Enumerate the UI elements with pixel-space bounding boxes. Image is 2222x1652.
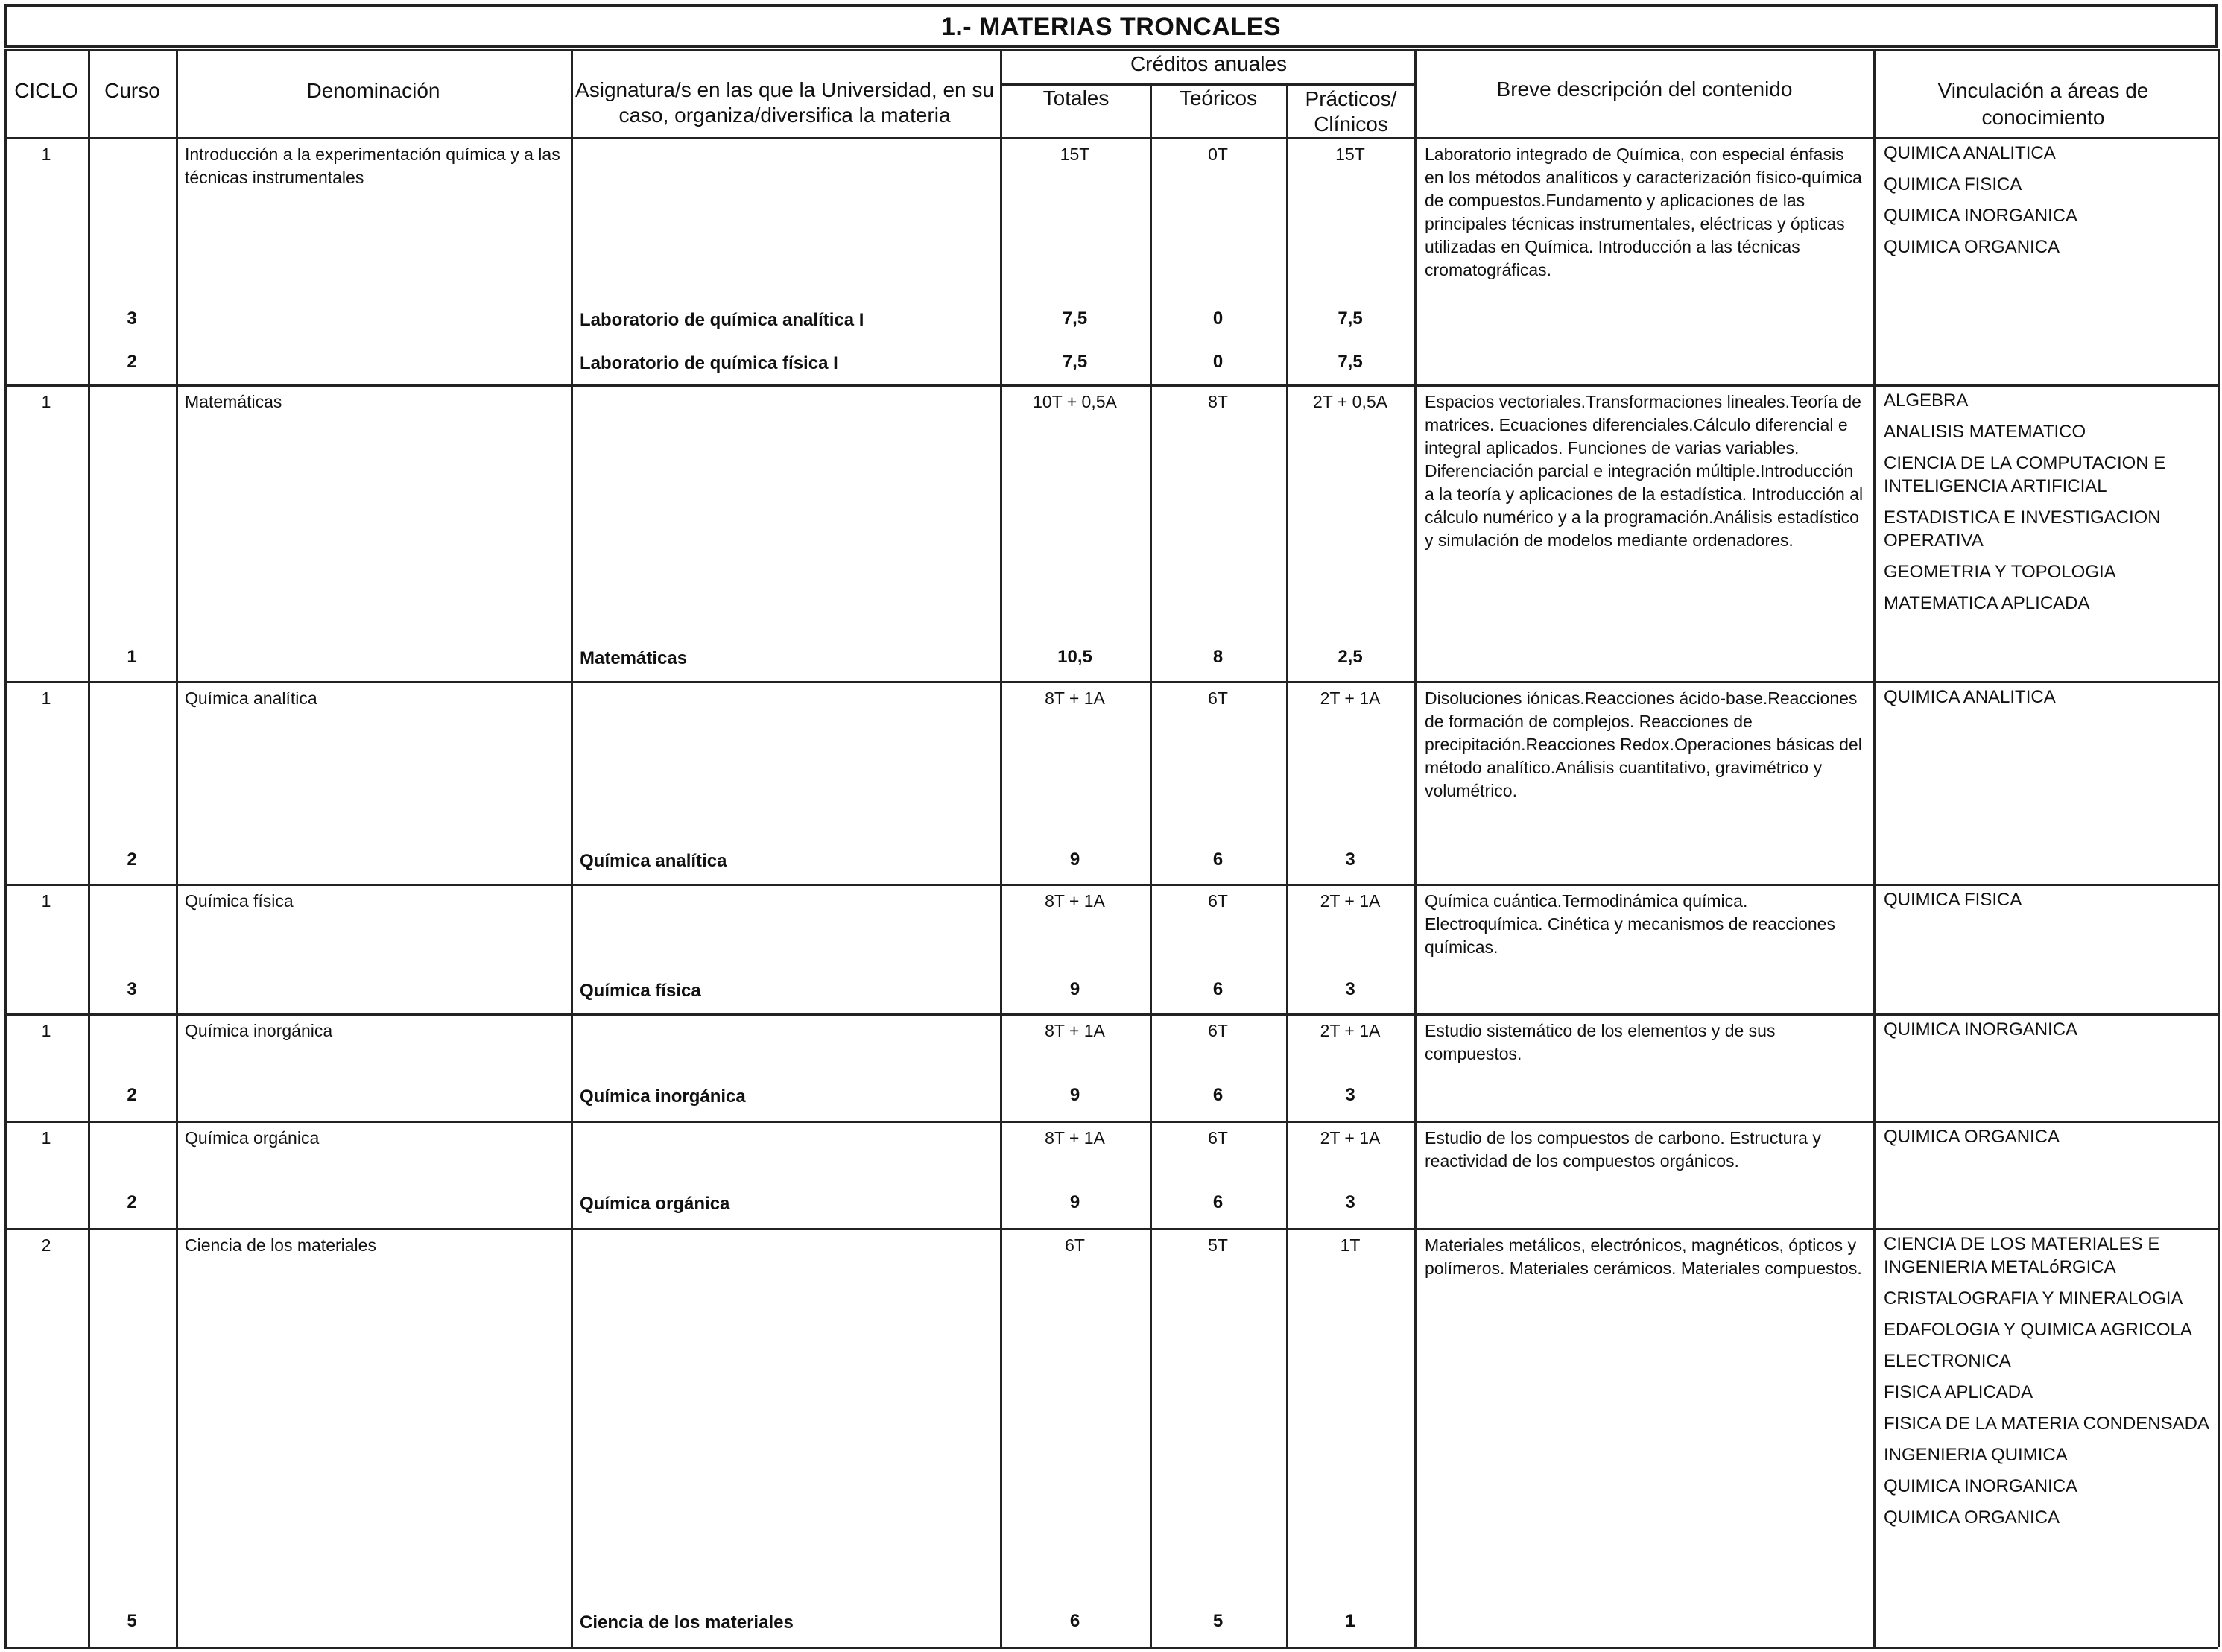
subject-totales: 9 — [1069, 979, 1080, 999]
cell-totales: 8T + 1A — [1045, 891, 1105, 911]
subject-asignatura: Química orgánica — [580, 1194, 730, 1214]
subject-practicos: 3 — [1345, 1085, 1355, 1105]
subject-teoricos: 0 — [1212, 352, 1224, 372]
area-item: QUIMICA FISICA — [1884, 890, 2022, 910]
cell-denominacion: Ciencia de los materiales — [185, 1235, 376, 1255]
cell-totales: 8T + 1A — [1045, 1021, 1105, 1040]
area-item: QUIMICA FISICA — [1884, 174, 2022, 194]
page-title: 1.- MATERIAS TRONCALES — [4, 4, 2218, 48]
subject-teoricos: 8 — [1212, 647, 1224, 667]
column-divider — [1000, 49, 1002, 1647]
cell-totales: 8T + 1A — [1045, 689, 1105, 708]
cell-teoricos: 5T — [1208, 1235, 1228, 1255]
subject-practicos: 3 — [1345, 1192, 1355, 1212]
cell-vinculacion — [1884, 1125, 2213, 1156]
header-vinculacion: Vinculación a áreas de conocimiento — [1937, 79, 2149, 129]
cell-practicos: 2T + 1A — [1320, 891, 1381, 911]
row-divider — [4, 1121, 2218, 1123]
subject-curso: 2 — [127, 849, 137, 870]
subject-asignatura: Química física — [580, 981, 701, 1001]
area-item: QUIMICA INORGANICA — [1884, 1476, 2078, 1496]
subject-asignatura: Laboratorio de química analítica I — [580, 310, 864, 330]
subject-practicos: 3 — [1345, 979, 1355, 999]
header-totales: Totales — [1042, 86, 1110, 110]
cell-ciclo: 1 — [41, 891, 51, 911]
header-denominacion: Denominación — [306, 79, 440, 102]
area-item: QUIMICA ANALITICA — [1884, 143, 2056, 163]
area-item: QUIMICA INORGANICA — [1884, 1019, 2078, 1039]
area-item: CIENCIA DE LA COMPUTACION E INTELIGENCIA ARTIFICIAL — [1884, 453, 2166, 496]
cell-denominacion: Matemáticas — [185, 392, 282, 411]
row-divider — [4, 1013, 2218, 1016]
cell-totales: 15T — [1060, 145, 1090, 164]
subject-curso: 1 — [127, 647, 137, 667]
header-teoricos: Teóricos — [1179, 86, 1258, 110]
row-divider — [4, 384, 2218, 387]
cell-descripcion: Materiales metálicos, electrónicos, magnéticos, ópticos y polímeros. Materiales cerámicos. Materiales compuestos. — [1425, 1235, 1862, 1278]
area-item: FISICA DE LA MATERIA CONDENSADA — [1884, 1414, 2209, 1434]
cell-vinculacion — [1884, 1232, 2213, 1537]
cell-ciclo: 1 — [41, 1021, 51, 1040]
cell-descripcion: Estudio de los compuestos de carbono. Estructura y reactividad de los compuestos orgánicos. — [1425, 1128, 1821, 1171]
subject-curso: 2 — [127, 1085, 137, 1105]
subject-totales: 9 — [1069, 1085, 1080, 1105]
header-practicos: Prácticos/ Clínicos — [1305, 87, 1397, 136]
subject-teoricos: 5 — [1212, 1611, 1224, 1631]
cell-practicos: 2T + 1A — [1320, 1021, 1381, 1040]
cell-descripcion: Disoluciones iónicas.Reacciones ácido-base.Reacciones de formación de complejos. Reacciones de precipitación.Reacciones Redox.Operaciones básicas del método analítico.Análisis cuantitativo, gravimétrico y volumétrico. — [1425, 689, 1862, 800]
area-item: ESTADISTICA E INVESTIGACION OPERATIVA — [1884, 507, 2161, 551]
header-bottom-border — [4, 137, 2218, 139]
cell-vinculacion — [1884, 1018, 2213, 1049]
subject-teoricos: 0 — [1212, 308, 1224, 329]
area-item: ELECTRONICA — [1884, 1351, 2011, 1371]
subject-practicos: 1 — [1345, 1611, 1355, 1631]
cell-practicos: 2T + 0,5A — [1313, 392, 1387, 411]
subject-teoricos: 6 — [1212, 849, 1224, 870]
cell-ciclo: 1 — [41, 392, 51, 411]
header-curso: Curso — [104, 79, 160, 102]
subject-teoricos: 6 — [1212, 1192, 1224, 1212]
cell-denominacion: Química física — [185, 891, 294, 911]
cell-practicos: 2T + 1A — [1320, 1128, 1381, 1148]
cell-totales: 8T + 1A — [1045, 1128, 1105, 1148]
subject-totales: 10,5 — [1057, 647, 1092, 667]
subject-totales: 6 — [1069, 1611, 1080, 1631]
column-divider — [1873, 49, 1876, 1647]
cell-teoricos: 6T — [1208, 1021, 1228, 1040]
cell-descripcion: Estudio sistemático de los elementos y de sus compuestos. — [1425, 1021, 1776, 1063]
area-item: QUIMICA ORGANICA — [1884, 1127, 2060, 1147]
column-divider — [88, 49, 90, 1647]
cell-practicos: 15T — [1335, 145, 1365, 164]
cell-denominacion: Química inorgánica — [185, 1021, 333, 1040]
cell-vinculacion — [1884, 686, 2213, 717]
cell-denominacion: Introducción a la experimentación química y a las técnicas instrumentales — [185, 145, 560, 187]
cell-practicos: 1T — [1340, 1235, 1361, 1255]
column-divider — [176, 49, 178, 1647]
subject-totales: 9 — [1069, 849, 1080, 870]
cell-teoricos: 6T — [1208, 689, 1228, 708]
header-top-border — [4, 49, 2218, 51]
cell-totales: 6T — [1065, 1235, 1085, 1255]
cell-vinculacion — [1884, 888, 2213, 920]
subject-practicos: 7,5 — [1338, 308, 1363, 329]
header-descripcion: Breve descripción del contenido — [1496, 77, 1793, 101]
column-divider — [571, 49, 573, 1647]
subject-totales: 7,5 — [1062, 308, 1088, 329]
subject-asignatura: Química analítica — [580, 851, 727, 871]
row-divider — [4, 1228, 2218, 1230]
row-divider — [4, 681, 2218, 683]
area-item: QUIMICA ORGANICA — [1884, 237, 2060, 257]
cell-denominacion: Química orgánica — [185, 1128, 320, 1148]
subject-curso: 5 — [127, 1611, 137, 1631]
cell-vinculacion — [1884, 142, 2213, 267]
area-item: GEOMETRIA Y TOPOLOGIA — [1884, 562, 2116, 582]
subject-asignatura: Ciencia de los materiales — [580, 1613, 794, 1633]
cell-totales: 10T + 0,5A — [1033, 392, 1117, 411]
header-ciclo: CICLO — [14, 79, 78, 102]
cell-teoricos: 8T — [1208, 392, 1228, 411]
subject-practicos: 7,5 — [1338, 352, 1363, 372]
area-item: ALGEBRA — [1884, 390, 1969, 411]
cell-descripcion: Química cuántica.Termodinámica química. Electroquímica. Cinética y mecanismos de reacciones químicas. — [1425, 891, 1835, 957]
row-divider — [4, 884, 2218, 886]
subject-asignatura: Química inorgánica — [580, 1086, 746, 1107]
cell-descripcion: Espacios vectoriales.Transformaciones lineales.Teoría de matrices. Ecuaciones diferenciales.Cálculo diferencial e integral aplicados. Funciones de varias variables. Diferenciación parcial e integración múltiple.Introducción a la teoría y aplicaciones de la estadística. Introducción al cálculo numérico y a la programación.Análisis estadístico y simulación de modelos mediante ordenadores. — [1425, 392, 1864, 550]
column-divider — [1414, 49, 1417, 1647]
subject-totales: 7,5 — [1062, 352, 1088, 372]
subject-curso: 2 — [127, 352, 137, 372]
subject-asignatura: Matemáticas — [580, 648, 688, 668]
subject-practicos: 3 — [1345, 849, 1355, 870]
subject-practicos: 2,5 — [1338, 647, 1363, 667]
area-item: QUIMICA INORGANICA — [1884, 206, 2078, 226]
area-item: MATEMATICA APLICADA — [1884, 593, 2090, 613]
subject-totales: 9 — [1069, 1192, 1080, 1212]
cell-ciclo: 1 — [41, 145, 51, 164]
cell-practicos: 2T + 1A — [1320, 689, 1381, 708]
area-item: INGENIERIA QUIMICA — [1884, 1445, 2068, 1465]
column-divider — [4, 49, 7, 1647]
cell-ciclo: 1 — [41, 689, 51, 708]
subject-curso: 3 — [127, 308, 137, 329]
row-divider — [4, 1647, 2218, 1649]
cell-ciclo: 1 — [41, 1128, 51, 1148]
area-item: QUIMICA ANALITICA — [1884, 687, 2056, 707]
subject-teoricos: 6 — [1212, 1085, 1224, 1105]
cell-teoricos: 0T — [1208, 145, 1228, 164]
area-item: CIENCIA DE LOS MATERIALES E INGENIERIA METALóRGICA — [1884, 1234, 2160, 1277]
subject-curso: 3 — [127, 979, 137, 999]
column-divider — [2218, 49, 2220, 1647]
area-item: CRISTALOGRAFIA Y MINERALOGIA — [1884, 1288, 2183, 1308]
cell-teoricos: 6T — [1208, 891, 1228, 911]
credits-subheader-border — [1000, 83, 1414, 86]
cell-denominacion: Química analítica — [185, 689, 317, 708]
header-creditos-anuales: Créditos anuales — [1130, 52, 1288, 75]
area-item: FISICA APLICADA — [1884, 1382, 2033, 1402]
subject-curso: 2 — [127, 1192, 137, 1212]
cell-ciclo: 2 — [41, 1235, 51, 1255]
cell-vinculacion — [1884, 389, 2213, 623]
cell-teoricos: 6T — [1208, 1128, 1228, 1148]
area-item: QUIMICA ORGANICA — [1884, 1507, 2060, 1528]
area-item: EDAFOLOGIA Y QUIMICA AGRICOLA — [1884, 1320, 2192, 1340]
subject-teoricos: 6 — [1212, 979, 1224, 999]
cell-descripcion: Laboratorio integrado de Química, con especial énfasis en los métodos analíticos y caracterización físico-química de compuestos.Fundamento y aplicaciones de las principales técnicas instrumentales, eléctricas y ópticas utilizadas en Química. Introducción a las técnicas cromatográficas. — [1425, 145, 1862, 279]
subject-asignatura: Laboratorio de química física I — [580, 353, 838, 373]
header-asignatura: Asignatura/s en las que la Universidad, en su caso, organiza/diversifica la materia — [575, 78, 994, 127]
area-item: ANALISIS MATEMATICO — [1884, 422, 2086, 442]
